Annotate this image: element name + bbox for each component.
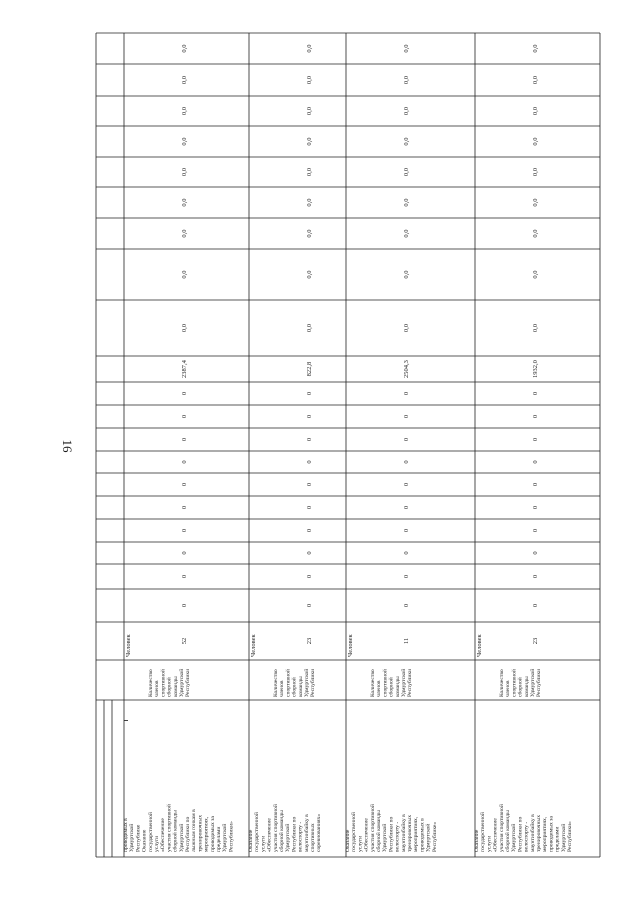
- group-2-unit: Человек: [347, 634, 354, 657]
- group-3-value-5: 0: [532, 505, 539, 510]
- group-0-value-15: 0,0: [181, 198, 188, 207]
- group-1-value-0: 23: [306, 637, 313, 645]
- group-0-indicator: КоличествочленовспортивнойсборнойкомандыУдмуртскойРеспублики: [148, 668, 192, 697]
- group-2-value-17: 0,0: [403, 137, 410, 146]
- group-2-value-7: 0: [403, 460, 410, 464]
- group-3-indicator: КоличествочленовспортивнойсборнойкомандыУдмуртскойРеспублики: [499, 668, 543, 697]
- group-3-value-7: 0: [532, 460, 539, 464]
- group-0-value-3: 0: [181, 551, 188, 555]
- group-2-value-13: 0,0: [403, 270, 410, 279]
- group-0-value-16: 0,0: [181, 167, 188, 177]
- group-3-value-14: 0,0: [532, 229, 539, 238]
- group-0-value-18: 0,0: [181, 106, 188, 116]
- group-2-value-12: 0,0: [403, 323, 410, 333]
- group-1-value-20: 0,0: [306, 44, 313, 53]
- group-1-value-5: 0: [306, 505, 313, 510]
- group-0-value-4: 0: [181, 528, 188, 533]
- group-1-value-3: 0: [306, 551, 313, 555]
- group-1-value-14: 0,0: [306, 229, 313, 238]
- group-0-value-0: 52: [181, 637, 188, 645]
- group-2-value-19: 0,0: [403, 75, 410, 85]
- group-0-value-20: 0,0: [181, 44, 188, 53]
- group-3-unit: Человек: [476, 634, 483, 657]
- group-1-value-9: 0: [306, 414, 313, 419]
- group-2-indicator: КоличествочленовспортивнойсборнойкомандыУдмуртскойРеспублики: [370, 668, 414, 697]
- group-3-value-2: 0: [532, 574, 539, 579]
- group-3-value-19: 0,0: [532, 75, 539, 85]
- group-0-value-2: 0: [181, 574, 188, 579]
- group-2-value-3: 0: [403, 551, 410, 555]
- group-3-value-0: 23: [532, 637, 539, 645]
- group-3-value-6: 0: [532, 482, 539, 487]
- group-3-value-1: 0: [532, 603, 539, 608]
- group-1-value-7: 0: [306, 460, 313, 464]
- group-0-value-8: 0: [181, 437, 188, 442]
- group-2-value-10: 0: [403, 391, 410, 396]
- group-3-value-11: 1932,0: [532, 360, 539, 378]
- group-3-value-17: 0,0: [532, 137, 539, 146]
- group-1-value-17: 0,0: [306, 137, 313, 146]
- group-2-value-4: 0: [403, 528, 410, 533]
- group-2-value-9: 0: [403, 414, 410, 419]
- group-1-value-11: 822,8: [306, 361, 313, 377]
- group-2-value-1: 0: [403, 603, 410, 608]
- group-1-value-10: 0: [306, 391, 313, 396]
- group-1-value-15: 0,0: [306, 198, 313, 207]
- group-3-value-9: 0: [532, 414, 539, 419]
- group-1-value-12: 0,0: [306, 323, 313, 333]
- group-0-value-12: 0,0: [181, 323, 188, 333]
- group-3-value-13: 0,0: [532, 270, 539, 279]
- group-1-indicator: КоличествочленовспортивнойсборнойкомандыУдмуртскойРеспублики: [273, 668, 317, 697]
- group-3-value-18: 0,0: [532, 106, 539, 116]
- group-1-value-2: 0: [306, 574, 313, 579]
- group-1-description: Оказаниегосударственнойуслуги«Обеспечениеучастия спортивнойсборной командыУдмуртскойРеспублики повелоспорту -маунтинбайку вспортивныхсоревнованиях»: [248, 804, 323, 852]
- group-0-value-9: 0: [181, 414, 188, 419]
- group-1-value-13: 0,0: [306, 270, 313, 279]
- group-2-value-8: 0: [403, 437, 410, 442]
- group-3-value-16: 0,0: [532, 167, 539, 177]
- group-1-value-18: 0,0: [306, 106, 313, 116]
- group-2-value-0: 11: [403, 637, 410, 645]
- group-3-value-15: 0,0: [532, 198, 539, 207]
- group-2-value-14: 0,0: [403, 229, 410, 238]
- group-3-value-10: 0: [532, 391, 539, 396]
- group-1-value-19: 0,0: [306, 75, 313, 85]
- group-3-value-8: 0: [532, 437, 539, 442]
- group-3-value-20: 0,0: [532, 44, 539, 53]
- group-3-value-4: 0: [532, 528, 539, 533]
- group-0-value-13: 0,0: [181, 270, 188, 279]
- group-1-value-16: 0,0: [306, 167, 313, 177]
- group-0-unit: Человек: [125, 634, 132, 657]
- group-3-description: Оказаниегосударственнойуслуги«Обеспечениеучастия спортивнойсборной командыУдмуртскойРеспублики повелоспорту -маунтинбайку втренировочныхмероприятиях,проводимых запределамиУдмуртскойРеспублики»: [474, 804, 573, 852]
- group-3-value-12: 0,0: [532, 323, 539, 333]
- group-1-value-4: 0: [306, 528, 313, 533]
- group-0-value-5: 0: [181, 505, 188, 510]
- group-0-value-17: 0,0: [181, 137, 188, 146]
- group-1-value-8: 0: [306, 437, 313, 442]
- group-3-value-3: 0: [532, 551, 539, 555]
- group-1-value-1: 0: [306, 603, 313, 608]
- group-2-value-6: 0: [403, 482, 410, 487]
- group-0-value-6: 0: [181, 482, 188, 487]
- group-2-value-5: 0: [403, 505, 410, 510]
- group-0-description: проводимых вУдмуртскойРеспубликеОказаниегосударственнойуслуги«Обеспечениеучастия спортивнойсборной командыУдмуртскойРеспублики полыжным гонкам втренировочныхмероприятиях,проводимых запределамиУдмуртскойРеспублики»: [123, 804, 235, 852]
- group-0-value-11: 2387,4: [181, 360, 188, 378]
- group-0-value-10: 0: [181, 391, 188, 396]
- group-2-value-2: 0: [403, 574, 410, 579]
- group-2-value-15: 0,0: [403, 198, 410, 207]
- group-2-value-20: 0,0: [403, 44, 410, 53]
- group-2-description: Оказаниегосударственнойуслуги«Обеспечениеучастия спортивнойсборной командыУдмуртскойРеспублики повелоспорту -маунтинбайку втренировочныхмероприятиях,проводимых вУдмуртскойРеспублике»: [345, 804, 438, 852]
- group-0-value-19: 0,0: [181, 75, 188, 85]
- page-number: 16: [60, 439, 75, 453]
- group-1-unit: Человек: [250, 634, 257, 657]
- group-0-value-14: 0,0: [181, 229, 188, 238]
- group-2-value-16: 0,0: [403, 167, 410, 177]
- group-1-value-6: 0: [306, 482, 313, 487]
- group-2-value-11: 2504,3: [403, 360, 410, 378]
- group-0-value-1: 0: [181, 603, 188, 608]
- group-2-value-18: 0,0: [403, 106, 410, 116]
- group-0-value-7: 0: [181, 460, 188, 464]
